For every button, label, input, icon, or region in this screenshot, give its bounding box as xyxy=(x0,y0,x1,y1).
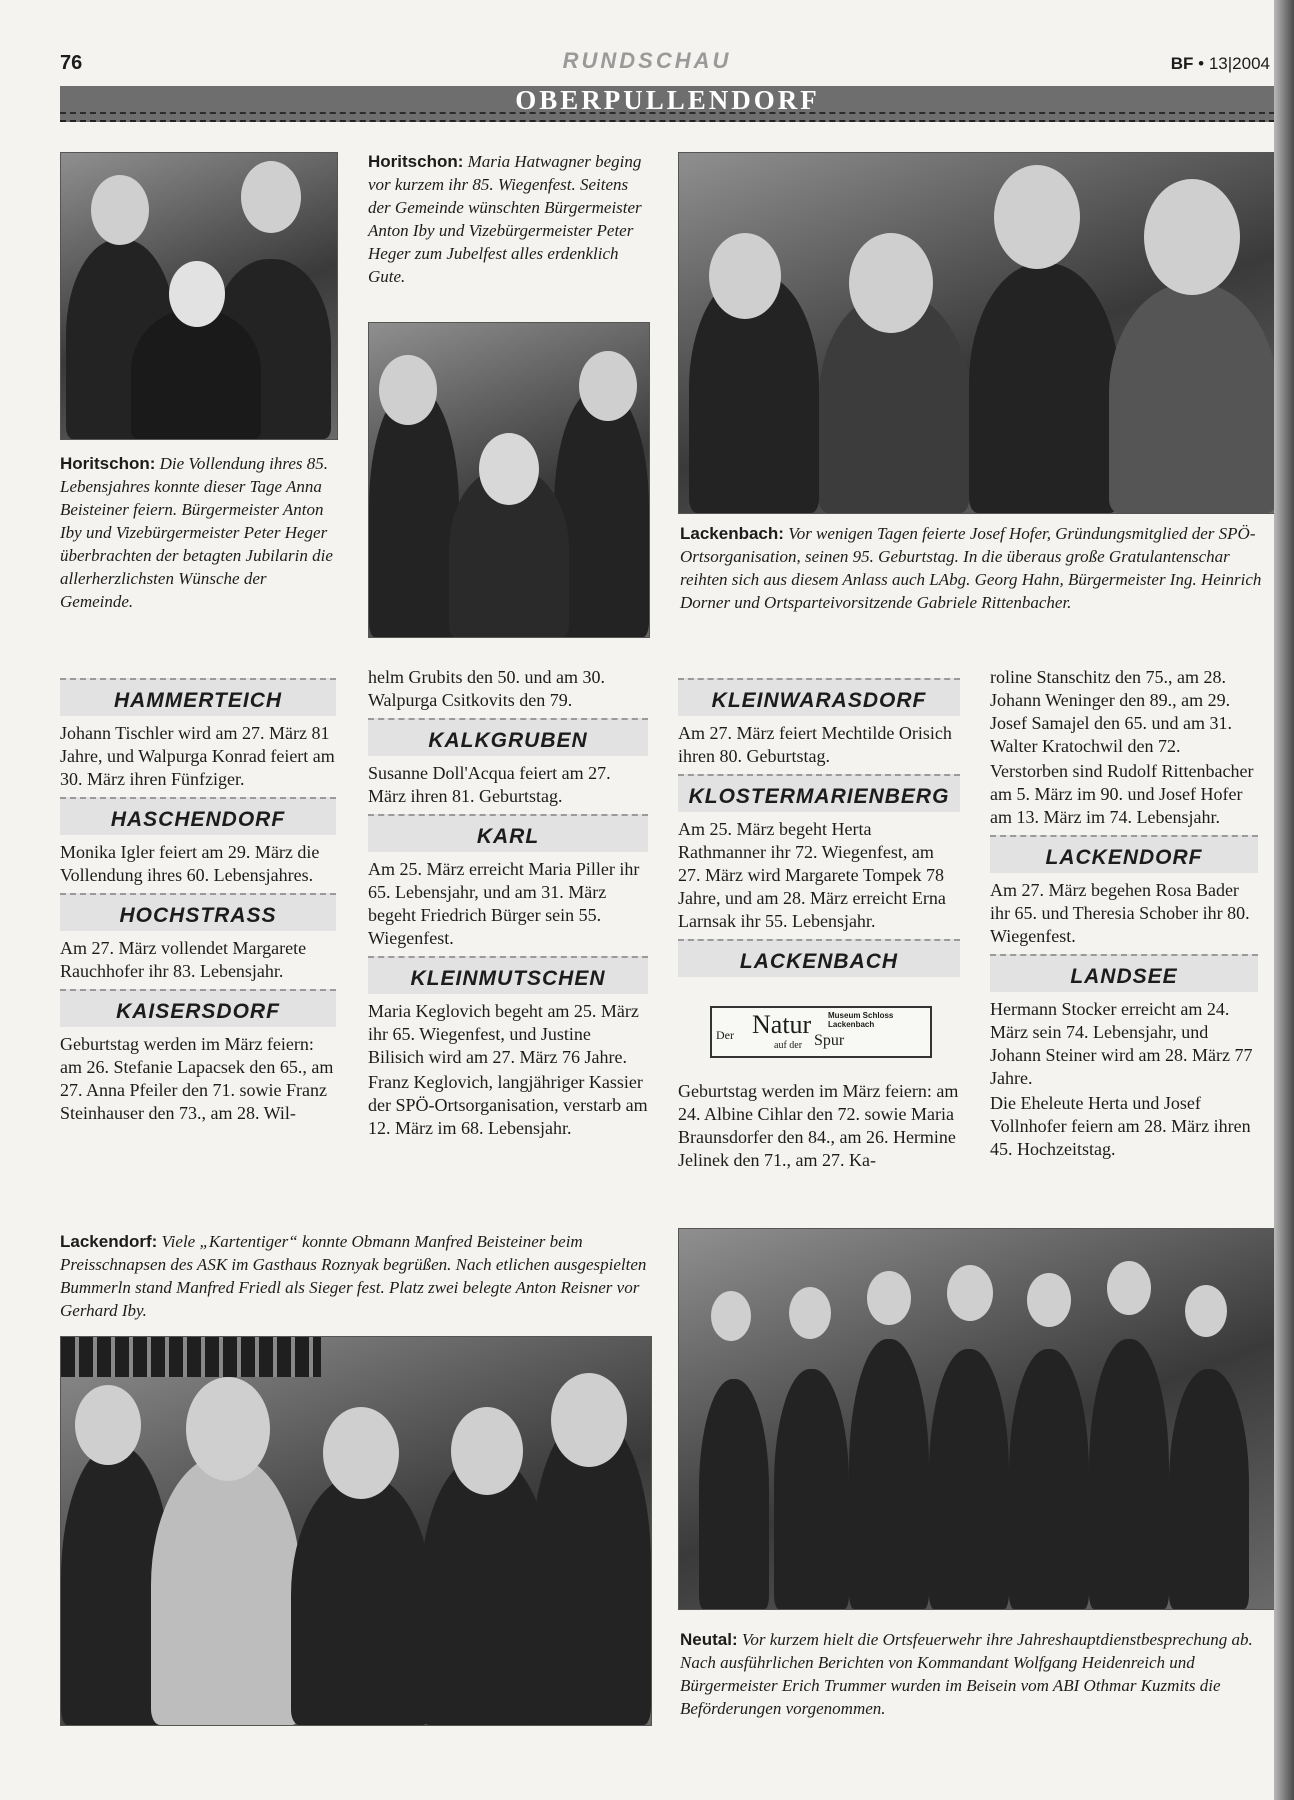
rubric-heading: KALKGRUBEN xyxy=(368,718,648,756)
rubric-heading: KARL xyxy=(368,814,648,852)
column-3-continued xyxy=(678,1080,960,1174)
announcement-text: Susanne Doll'Acqua feiert am 27. März ihren 81. Geburtstag. xyxy=(368,763,611,806)
announcement-text: Am 27. März begehen Rosa Bader ihr 65. und Theresia Schober ihr 80. Wiegenfest. xyxy=(990,880,1250,946)
photo-lackendorf-kartentiger xyxy=(60,1336,652,1726)
section-banner xyxy=(60,86,1275,122)
announcement-hochstrass xyxy=(60,893,336,983)
caption-place: Horitschon: xyxy=(60,454,156,473)
announcement-text: Franz Keglovich, langjähriger Kassier der SPÖ-Ortsorganisation, verstarb am 12. März im 68. Lebensjahr. xyxy=(368,1072,648,1138)
column-1 xyxy=(60,672,336,1127)
photo-neutal-feuerwehr xyxy=(678,1228,1278,1610)
announcement-karl xyxy=(368,814,648,950)
photo-horitschon-beisteiner xyxy=(60,152,338,440)
column-3 xyxy=(678,672,960,983)
rubric-heading: HASCHENDORF xyxy=(60,797,336,835)
section-title: OBERPULLENDORF xyxy=(515,85,820,115)
photo-horitschon-hatwagner xyxy=(368,322,650,638)
rubric-heading: HOCHSTRASS xyxy=(60,893,336,931)
caption-lackenbach xyxy=(680,522,1270,614)
announcement-kleinmutschen xyxy=(368,956,648,1140)
caption-place: Neutal: xyxy=(680,1630,738,1649)
issue-brand: BF xyxy=(1170,54,1194,73)
announcement-text: Am 27. März feiert Mechtilde Orisich ihren 80. Geburtstag. xyxy=(678,723,952,766)
announcement-text: Maria Keglovich begeht am 25. März ihr 65. Wiegenfest, und Justine Bilisich wird am 27. März 76 Jahre. xyxy=(368,1001,639,1067)
announcement-text: Johann Tischler wird am 27. März 81 Jahre, und Walpurga Konrad feiert am 30. März ihren Fünfziger. xyxy=(60,723,335,789)
column-4 xyxy=(990,666,1258,1163)
announcement-kaisersdorf xyxy=(60,989,336,1125)
rubric-heading: KAISERSDORF xyxy=(60,989,336,1027)
rubric-heading: HAMMERTEICH xyxy=(60,678,336,716)
dashed-rule xyxy=(60,112,1275,114)
photo-lackenbach-hofer xyxy=(678,152,1278,514)
rubric-heading: KLOSTERMARIENBERG xyxy=(678,774,960,812)
announcement-text: Verstorben sind Rudolf Rittenbacher am 5. März im 90. und Josef Hofer am 13. März im 74. Lebensjahr. xyxy=(990,761,1254,827)
issue-info xyxy=(1171,54,1270,74)
announcement-hammerteich xyxy=(60,678,336,791)
masthead: RUNDSCHAU xyxy=(562,48,732,73)
caption-text: Maria Hatwagner beging vor kurzem ihr 85. Wiegenfest. Seitens der Gemeinde wünschten Bürgermeister Anton Iby und Vizebürgermeister Peter Heger zum Jubelfest alles erdenklich Gute. xyxy=(368,152,642,286)
issue-separator: • xyxy=(1198,54,1205,73)
column-2 xyxy=(368,666,648,1142)
rubric-heading: LACKENBACH xyxy=(678,939,960,977)
page-edge-shadow xyxy=(1274,0,1294,1800)
logo-museum: Museum Schloss Lackenbach xyxy=(828,1011,894,1029)
caption-place: Lackendorf: xyxy=(60,1232,158,1251)
announcement-text: Am 25. März begeht Herta Rathmanner ihr 72. Wiegenfest, am 27. März wird Margarete Tompek 78 Jahre, und am 28. März erreicht Erna Larnsak ihr 55. Lebensjahr. xyxy=(678,819,946,931)
announcement-haschendorf xyxy=(60,797,336,887)
announcement-klostermarienberg xyxy=(678,774,960,933)
museum-logo xyxy=(710,1006,932,1058)
issue-date: 13|2004 xyxy=(1208,54,1270,73)
announcement-text: Die Eheleute Herta und Josef Vollnhofer feiern am 28. März ihren 45. Hochzeitstag. xyxy=(990,1093,1251,1159)
announcement-kleinwarasdorf xyxy=(678,678,960,768)
caption-text: Vor wenigen Tagen feierte Josef Hofer, Gründungsmitglied der SPÖ-Ortsorganisation, seinen 95. Geburtstag. In die überaus große Gratulantenschar reihten sich aus diesem Anlass auch LAbg. Georg Hahn, Bürgermeister Ing. Heinrich Dorner und Ortsparteivorsitzende Gabriele Rittenbacher. xyxy=(680,524,1262,612)
announcement-text: Am 27. März vollendet Margarete Rauchhofer ihr 83. Lebensjahr. xyxy=(60,938,307,981)
announcement-text: Hermann Stocker erreicht am 24. März sein 74. Lebensjahr, und Johann Steiner wird am 28. März 77 Jahre. xyxy=(990,999,1253,1088)
caption-text: Vor kurzem hielt die Ortsfeuerwehr ihre Jahreshauptdienstbesprechung ab. Nach ausführlichen Berichten von Kommandant Wolfgang Heidenreich und Bürgermeister Erich Trummer wurden im Beisein vom ABI Othmar Kuzmits die Beförderungen vorgenommen. xyxy=(680,1630,1253,1718)
announcement-text: helm Grubits den 50. und am 30. Walpurga Csitkovits den 79. xyxy=(368,667,605,710)
announcement-text: Geburtstag werden im März feiern: am 24. Albine Cihlar den 72. sowie Maria Braunsdorfer den 84., am 26. Hermine Jelinek den 71., am 27. Ka- xyxy=(678,1081,959,1170)
caption-text: Die Vollendung ihres 85. Lebensjahres konnte dieser Tage Anna Beisteiner feiern. Bürgermeister Anton Iby und Vizebürgermeister Peter Heger überbrachten der betagten Jubilarin die allerherzlichsten Wünsche der Gemeinde. xyxy=(60,454,333,611)
announcement-lackendorf xyxy=(990,835,1258,948)
caption-neutal xyxy=(680,1628,1270,1720)
caption-horitschon-1 xyxy=(60,452,340,613)
announcement-kalkgruben xyxy=(368,718,648,808)
logo-natur: Natur xyxy=(752,1010,812,1039)
logo-auf-der: auf der xyxy=(774,1040,803,1051)
caption-place: Lackenbach: xyxy=(680,524,784,543)
caption-lackendorf xyxy=(60,1230,650,1322)
announcement-text: Monika Igler feiert am 29. März die Vollendung ihres 60. Lebensjahres. xyxy=(60,842,320,885)
rubric-heading: LACKENDORF xyxy=(990,835,1258,873)
announcement-text: Am 25. März erreicht Maria Piller ihr 65. Lebensjahr, und am 31. März begeht Friedrich Bürger sein 55. Wiegenfest. xyxy=(368,859,640,948)
announcement-text: roline Stanschitz den 75., am 28. Johann Weninger den 89., am 29. Josef Samajel den 65. und am 31. Walter Kratochwil den 72. xyxy=(990,667,1232,756)
announcement-lackenbach xyxy=(678,939,960,977)
logo-der: Der xyxy=(716,1028,734,1042)
announcement-text: Geburtstag werden im März feiern: am 26. Stefanie Lapacsek den 65., am 27. Anna Pfeiler den 71. sowie Franz Steinhauser den 73., am 28. Wil- xyxy=(60,1034,334,1123)
rubric-heading: LANDSEE xyxy=(990,954,1258,992)
logo-spur: Spur xyxy=(814,1032,845,1049)
caption-text: Viele „Kartentiger“ konnte Obmann Manfred Beisteiner beim Preisschnapsen des ASK im Gasthaus Roznyak begrüßen. Nach etlichen ausgespielten Bummerln stand Manfred Friedl als Sieger fest. Platz zwei belegte Anton Reisner vor Gerhard Iby. xyxy=(60,1232,647,1320)
rubric-heading: KLEINMUTSCHEN xyxy=(368,956,648,994)
caption-place: Horitschon: xyxy=(368,152,464,171)
page-number: 76 xyxy=(60,52,83,74)
announcement-landsee xyxy=(990,954,1258,1161)
rubric-heading: KLEINWARASDORF xyxy=(678,678,960,716)
caption-horitschon-2 xyxy=(368,150,648,288)
